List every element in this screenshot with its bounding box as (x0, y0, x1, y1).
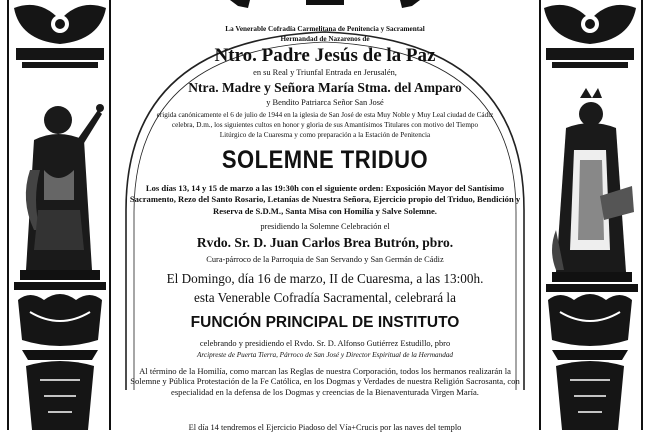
via-crucis-line: El día 14 tendremos el Ejercicio Piadoso del Vía+Crucis por las naves del templo (188, 423, 462, 432)
protestation-paragraph: Al término de la Homilía, como marcan las Reglas de nuestra Corporación, todos los hermanos realizarán la Solemne y Pública Protestación de la Fe Católica, en los Dogmas y Verdades de nuestra Religión Sacrosanta, con especialidad en la defensa de los Dogmas y creencias de la Bienaventurada Virgen María. (130, 366, 520, 397)
preacher-role: Cura-párroco de la Parroquia de San Servando y San Germán de Cádiz (206, 255, 444, 264)
second-titular-title: Ntra. Madre y Señora María Stma. del Amparo (188, 80, 462, 95)
celebrant-role: Arcipreste de Puerta Tierra, Párroco de San José y Director Espiritual de la Hermandad (196, 351, 454, 359)
erected-line-3: Litúrgico de la Cuaresma y como preparación a la Estación de Penitencia (219, 131, 431, 139)
preacher-name: Rvdo. Sr. D. Juan Carlos Brea Butrón, pbro. (196, 235, 454, 250)
funcion-title: FUNCIÓN PRINCIPAL DE INSTITUTO (190, 314, 460, 331)
funcion-intro-line: esta Venerable Cofradía Sacramental, celebrará la (194, 290, 456, 305)
triduo-title: SOLEMNE TRIDUO (221, 145, 429, 174)
erected-line-2: celebra, D.m., los siguientes cultos en honor y gloria de sus Amantísimos Titulares con motivo del Tiempo (171, 121, 479, 129)
brotherhood-line-1: La Venerable Cofradía Carmelitana de Penitencia y Sacramental (225, 25, 425, 33)
announcement-body (118, 0, 532, 430)
main-titular-title: Ntro. Padre Jesús de la Paz (214, 45, 436, 66)
right-column (536, 0, 646, 430)
triduo-description: Los días 13, 14 y 15 de marzo a las 19:30h con el siguiente orden: Exposición Mayor del Santísimo Sacramento, Rezo del Santo Rosario, Letanías de Nuestra Señora, Ejercicio propio del Triduo, Bendición y Reserva de S.D.M., Santa Misa con Homilía y Salve Solemne. (129, 183, 521, 216)
left-column (4, 0, 114, 430)
celebrant-line: celebrando y presidiendo el Rvdo. Sr. D. Alfonso Gutiérrez Estudillo, pbro (199, 339, 451, 348)
patriarch-line: y Bendito Patriarca Señor San José (266, 98, 384, 107)
entry-line: en su Real y Triunfal Entrada en Jerusalén, (253, 68, 397, 77)
erected-line-1: erigida canónicamente el 6 de julio de 1944 en la iglesia de San José de esta Muy Noble y Muy Leal ciudad de Cádiz (156, 111, 494, 119)
presided-intro: presidiendo la Solemne Celebración el (260, 222, 390, 231)
funcion-date-line: El Domingo, día 16 de marzo, II de Cuaresma, a las 13:00h. (166, 271, 484, 286)
brotherhood-line-2: Hermandad de Nazarenos de (280, 35, 370, 43)
